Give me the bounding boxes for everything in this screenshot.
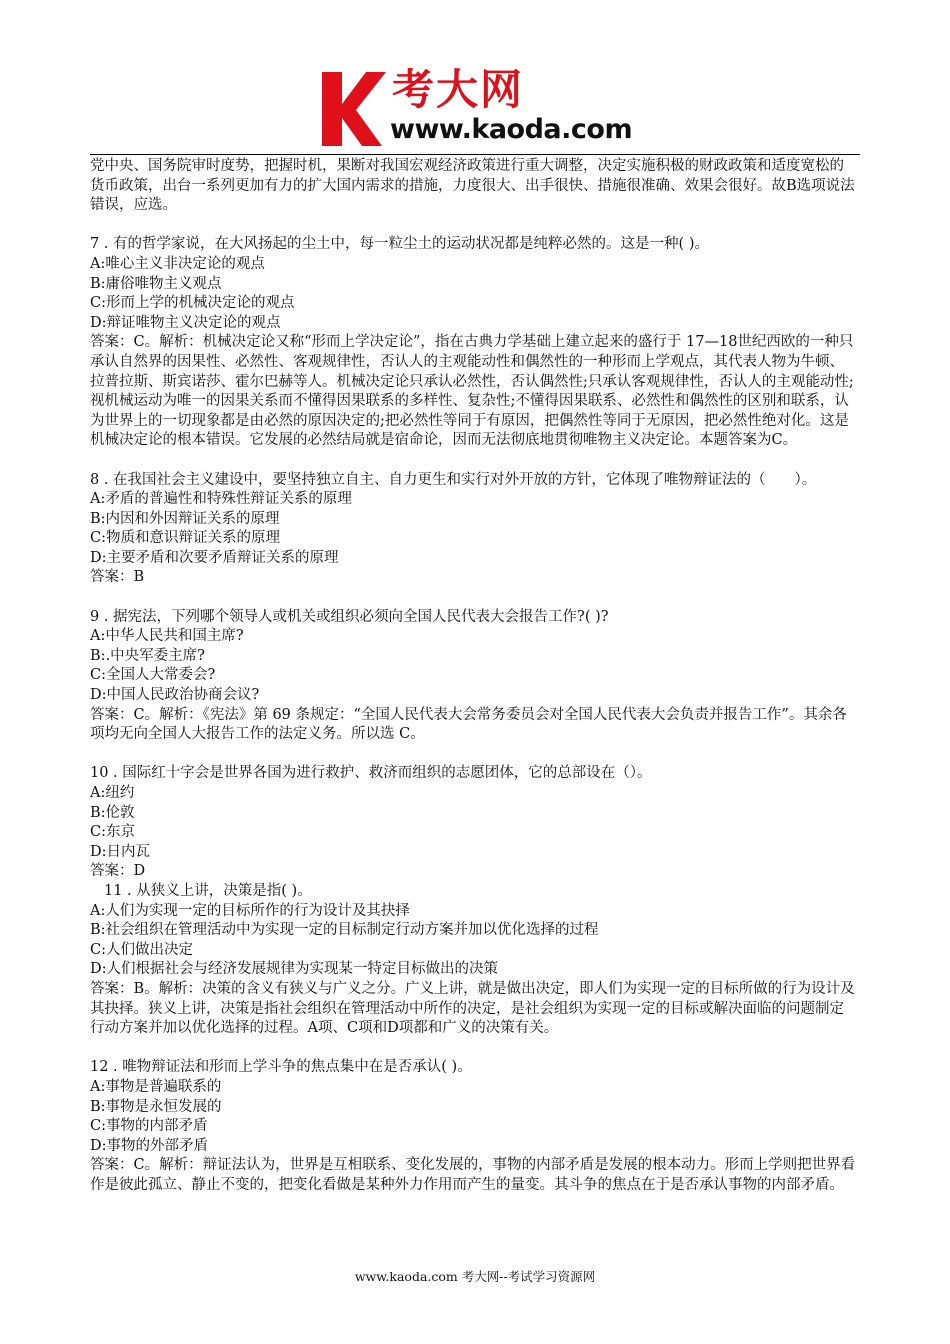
logo-chinese-name: 考大网: [392, 65, 525, 114]
option-c: C:物质和意识辩证关系的原理: [90, 530, 280, 547]
option-b: B:内因和外因辩证关系的原理: [90, 510, 280, 527]
option-b: B:伦敦: [90, 804, 135, 821]
option-d: D:事物的外部矛盾: [90, 1137, 209, 1154]
option-a: A:唯心主义非决定论的观点: [90, 255, 265, 272]
option-b: B:事物是永恒发展的: [90, 1098, 222, 1115]
option-d: D:辩证唯物主义决定论的观点: [90, 314, 281, 331]
answer-explanation: 答案：D: [90, 863, 146, 880]
option-c: C:形而上学的机械决定论的观点: [90, 295, 295, 312]
answer-explanation: 答案：C。解析：辩证法认为，世界是互相联系、变化发展的，事物的内部矛盾是发展的根本动力。形而上学则把世界看作是彼此孤立、静止不变的，把变化看做是某种外力作用而产生的量变。其斗争的焦点在于是否承认事物的内部矛盾。: [90, 1157, 856, 1193]
option-c: C:全国人大常委会?: [90, 667, 216, 684]
question-stem: 7 . 有的哲学家说，在大风扬起的尘土中，每一粒尘土的运动状况都是纯粹必然的。这是一种( )。: [90, 236, 709, 253]
question-9: [90, 608, 858, 745]
answer-explanation: 答案：B: [90, 569, 145, 586]
question-stem: 12 . 唯物辩证法和形而上学斗争的焦点集中在是否承认( )。: [90, 1059, 472, 1076]
intro-paragraph: 党中央、国务院审时度势，把握时机，果断对我国宏观经济政策进行重大调整，决定实施积极的财政政策和适度宽松的货币政策，出台一系列更加有力的扩大国内需求的措施，力度很大、出手很快、措施很准确、效果会很好。故B选项说法错误，应选。: [90, 158, 855, 214]
question-stem: 11 . 从狭义上讲，决策是指( )。: [104, 882, 312, 899]
option-d: D:中国人民政治协商会议?: [90, 687, 260, 704]
question-stem: 10 . 国际红十字会是世界各国为进行救护、救济而组织的志愿团体，它的总部设在（）。: [90, 765, 652, 782]
question-stem: 8 . 在我国社会主义建设中，要坚持独立自主、自力更生和实行对外开放的方针，它体现了唯物辩证法的（ ）。: [90, 471, 817, 488]
question-stem: 9 . 据宪法，下列哪个领导人或机关或组织必须向全国人民代表大会报告工作?( )?: [90, 608, 609, 625]
option-c: C:人们做出决定: [90, 941, 193, 958]
option-b: B:庸俗唯物主义观点: [90, 275, 222, 292]
option-a: A:人们为实现一定的目标所作的行为设计及其抉择: [90, 902, 410, 919]
k-logo-icon: [318, 70, 388, 148]
option-d: D:日内瓦: [90, 843, 151, 860]
document-body: [90, 157, 858, 1195]
question-11: [90, 882, 858, 1039]
answer-explanation: 答案：C。解析：机械决定论又称“形而上学决定论”，指在古典力学基础上建立起来的盛行于 17—18世纪西欧的一种只承认自然界的因果性、必然性、客观规律性，否认人的主观能动性和偶然性的一种形而上学观点，其代表人物为牛顿、拉普拉斯、斯宾诺莎、霍尔巴赫等人。机械决定论只承认必然性，否认偶然性;只承认客观规律性，否认人的主观能动性;视机械运动为唯一的因果关系而不懂得因果联系的多样性、复杂性;不懂得因果联系、必然性和偶然性的区别和联系，认为世界上的一切现象都是由必然的原因决定的;把必然性等同于有原因，把偶然性等同于无原因，把必然性绝对化。这是机械决定论的根本错误。它发展的必然结局就是宿命论，因而无法彻底地贯彻唯物主义决定论。本题答案为C。: [90, 334, 854, 449]
question-7: [90, 235, 858, 451]
option-a: A:矛盾的普遍性和特殊性辩证关系的原理: [90, 491, 352, 508]
kaoda-logo: [318, 62, 638, 150]
logo-url: www.kaoda.com: [390, 114, 633, 145]
answer-explanation: 答案：C。解析：《宪法》第 69 条规定：“全国人民代表大会常务委员会对全国人民代表大会负责并报告工作”。其余各项均无向全国人大报告工作的法定义务。所以选 C。: [90, 706, 847, 743]
page-footer: www.kaoda.com 考大网--考试学习资源网: [354, 1269, 596, 1284]
option-c: C:东京: [90, 824, 135, 841]
header-divider: [90, 154, 860, 155]
answer-explanation: 答案：B。解析：决策的含义有狭义与广义之分。广义上讲，就是做出决定，即人们为实现一定的目标所做的行为设计及其抉择。狭义上讲，决策是指社会组织在管理活动中所作的决定，是社会组织为实现一定的目标或解决面临的问题制定行动方案并加以优化选择的过程。A项、C项和D项都和广义的决策有关。: [90, 980, 855, 1037]
option-a: A:中华人民共和国主席?: [90, 628, 244, 645]
option-c: C:事物的内部矛盾: [90, 1118, 208, 1135]
option-a: A:事物是普遍联系的: [90, 1078, 222, 1095]
question-12: [90, 1058, 858, 1195]
option-d: D:主要矛盾和次要矛盾辩证关系的原理: [90, 549, 339, 566]
question-8: [90, 471, 858, 589]
option-b: B:.中央军委主席?: [90, 647, 205, 664]
option-b: B:社会组织在管理活动中为实现一定的目标制定行动方案并加以优化选择的过程: [90, 922, 599, 939]
option-a: A:纽约: [90, 785, 135, 801]
option-d: D:人们根据社会与经济发展规律为实现某一特定目标做出的决策: [90, 961, 499, 978]
question-10: [90, 764, 858, 882]
